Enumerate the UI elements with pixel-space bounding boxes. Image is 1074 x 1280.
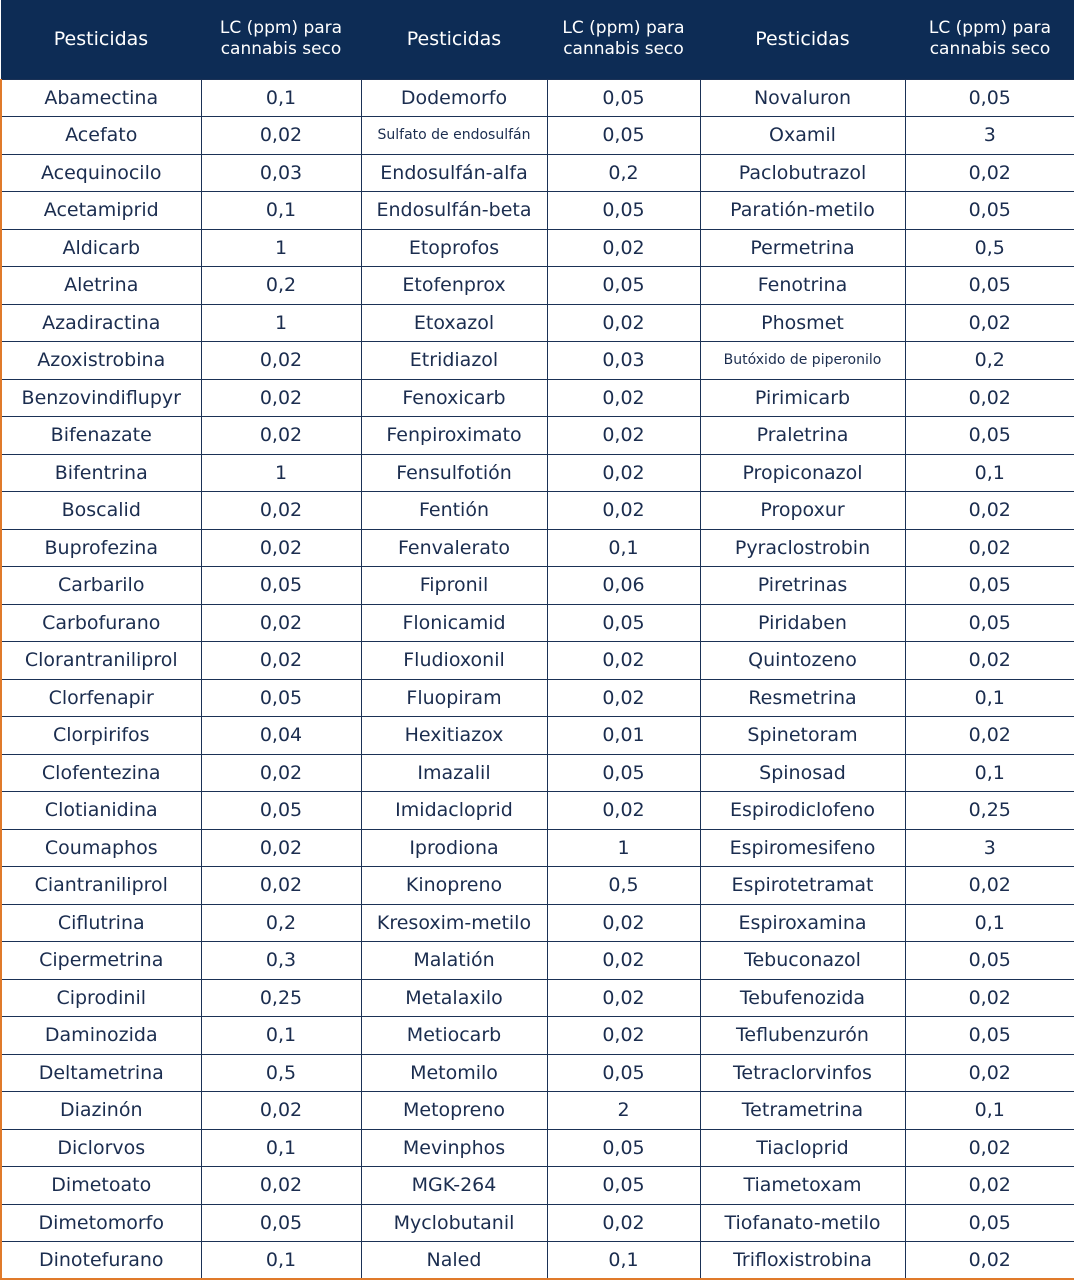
limit-value-cell: 0,1 <box>547 529 700 567</box>
limit-value-cell: 0,5 <box>547 867 700 905</box>
pesticide-name-cell: Imazalil <box>361 754 547 792</box>
pesticide-name-cell: Oxamil <box>700 117 905 155</box>
limit-value-cell: 0,02 <box>547 417 700 455</box>
pesticide-name-cell: Fentión <box>361 492 547 530</box>
limit-value-cell: 0,1 <box>201 192 361 230</box>
pesticide-name-cell: Acefato <box>1 117 201 155</box>
pesticide-name-cell: Clorfenapir <box>1 679 201 717</box>
limit-value-cell: 0,02 <box>905 867 1074 905</box>
limit-value-cell: 0,02 <box>547 679 700 717</box>
limit-value-cell: 0,02 <box>547 229 700 267</box>
limit-value-cell: 0,05 <box>547 604 700 642</box>
limit-value-cell: 0,02 <box>547 379 700 417</box>
limit-value-cell: 0,02 <box>201 829 361 867</box>
limit-value-cell: 0,5 <box>905 229 1074 267</box>
pesticide-name-cell: Cipermetrina <box>1 942 201 980</box>
limit-value-cell: 0,05 <box>201 679 361 717</box>
pesticide-name-cell: Aletrina <box>1 267 201 305</box>
pesticide-name-cell: Metomilo <box>361 1054 547 1092</box>
header-pesticides-1: Pesticidas <box>1 0 201 79</box>
limit-value-cell: 0,1 <box>905 1092 1074 1130</box>
limit-value-cell: 0,01 <box>547 717 700 755</box>
table-row <box>1 117 1074 155</box>
limit-value-cell: 0,02 <box>905 154 1074 192</box>
header-limit-line2: cannabis seco <box>929 39 1051 60</box>
table-row <box>1 1129 1074 1167</box>
pesticide-name-cell: Fensulfotión <box>361 454 547 492</box>
table-row <box>1 567 1074 605</box>
pesticide-name-cell: Boscalid <box>1 492 201 530</box>
limit-value-cell: 2 <box>547 1092 700 1130</box>
header-limit-2 <box>547 0 700 79</box>
limit-value-cell: 0,1 <box>905 754 1074 792</box>
table-row <box>1 417 1074 455</box>
pesticide-name-cell: Azoxistrobina <box>1 342 201 380</box>
limit-value-cell: 0,05 <box>905 1017 1074 1055</box>
limit-value-cell: 0,02 <box>547 492 700 530</box>
limit-value-cell: 0,02 <box>905 304 1074 342</box>
pesticide-name-cell: Hexitiazox <box>361 717 547 755</box>
pesticide-name-cell: Fenoxicarb <box>361 379 547 417</box>
pesticide-name-cell: Naled <box>361 1242 547 1280</box>
limit-value-cell: 0,03 <box>201 154 361 192</box>
limit-value-cell: 0,05 <box>547 1167 700 1205</box>
pesticide-name-cell: Piretrinas <box>700 567 905 605</box>
limit-value-cell: 0,05 <box>201 792 361 830</box>
pesticide-name-cell: Fenotrina <box>700 267 905 305</box>
table-row <box>1 529 1074 567</box>
table-row <box>1 304 1074 342</box>
limit-value-cell: 0,02 <box>547 1017 700 1055</box>
limit-value-cell: 1 <box>201 454 361 492</box>
table-body <box>1 79 1074 1279</box>
pesticide-name-cell: Espiromesifeno <box>700 829 905 867</box>
pesticide-name-cell: Piridaben <box>700 604 905 642</box>
pesticide-name-cell: Ciantraniliprol <box>1 867 201 905</box>
pesticide-name-cell: Bifenazate <box>1 417 201 455</box>
limit-value-cell: 0,05 <box>905 567 1074 605</box>
limit-value-cell: 0,05 <box>547 117 700 155</box>
pesticide-name-cell: Tebufenozida <box>700 979 905 1017</box>
table-row <box>1 342 1074 380</box>
pesticide-name-cell: Kresoxim-metilo <box>361 904 547 942</box>
pesticide-name-cell: Bifentrina <box>1 454 201 492</box>
limit-value-cell: 0,02 <box>547 642 700 680</box>
pesticide-name-cell: Endosulfán-alfa <box>361 154 547 192</box>
pesticide-name-cell: Propoxur <box>700 492 905 530</box>
table-row <box>1 192 1074 230</box>
pesticide-name-cell: Ciprodinil <box>1 979 201 1017</box>
limit-value-cell: 0,02 <box>905 1054 1074 1092</box>
pesticide-name-cell: Fenpiroximato <box>361 417 547 455</box>
limit-value-cell: 0,02 <box>201 604 361 642</box>
pesticide-name-cell: Coumaphos <box>1 829 201 867</box>
limit-value-cell: 0,05 <box>905 942 1074 980</box>
pesticide-name-cell: Permetrina <box>700 229 905 267</box>
pesticide-name-cell: Espiroxamina <box>700 904 905 942</box>
pesticide-name-cell: Kinopreno <box>361 867 547 905</box>
table-row <box>1 717 1074 755</box>
limit-value-cell: 0,05 <box>905 79 1074 117</box>
pesticide-name-cell: Praletrina <box>700 417 905 455</box>
limit-value-cell: 1 <box>201 304 361 342</box>
limit-value-cell: 0,3 <box>201 942 361 980</box>
pesticide-name-cell: Fludioxonil <box>361 642 547 680</box>
limit-value-cell: 0,1 <box>201 1129 361 1167</box>
limit-value-cell: 0,02 <box>905 1129 1074 1167</box>
pesticide-name-cell: Fenvalerato <box>361 529 547 567</box>
limit-value-cell: 0,1 <box>201 1242 361 1280</box>
limit-value-cell: 0,25 <box>201 979 361 1017</box>
table-row <box>1 79 1074 117</box>
limit-value-cell: 3 <box>905 829 1074 867</box>
header-limit-line1: LC (ppm) para <box>562 18 685 39</box>
table-row <box>1 904 1074 942</box>
limit-value-cell: 0,02 <box>201 754 361 792</box>
pesticide-name-cell: Pyraclostrobin <box>700 529 905 567</box>
limit-value-cell: 3 <box>905 117 1074 155</box>
limit-value-cell: 0,05 <box>201 1204 361 1242</box>
pesticide-name-cell: Malatión <box>361 942 547 980</box>
pesticide-name-cell: Aldicarb <box>1 229 201 267</box>
pesticide-name-cell: Iprodiona <box>361 829 547 867</box>
limit-value-cell: 0,1 <box>547 1242 700 1280</box>
limit-value-cell: 0,02 <box>905 492 1074 530</box>
limit-value-cell: 0,05 <box>905 604 1074 642</box>
pesticide-name-cell: Butóxido de piperonilo <box>700 342 905 380</box>
limit-value-cell: 0,02 <box>201 492 361 530</box>
limit-value-cell: 0,02 <box>905 642 1074 680</box>
pesticide-name-cell: Endosulfán-beta <box>361 192 547 230</box>
pesticide-name-cell: Myclobutanil <box>361 1204 547 1242</box>
pesticide-name-cell: Acequinocilo <box>1 154 201 192</box>
pesticide-name-cell: Clotianidina <box>1 792 201 830</box>
pesticide-name-cell: Benzovindiflupyr <box>1 379 201 417</box>
limit-value-cell: 1 <box>547 829 700 867</box>
pesticide-name-cell: Metopreno <box>361 1092 547 1130</box>
pesticide-name-cell: Tiametoxam <box>700 1167 905 1205</box>
table-row <box>1 229 1074 267</box>
limit-value-cell: 0,2 <box>905 342 1074 380</box>
pesticide-name-cell: Azadiractina <box>1 304 201 342</box>
pesticide-name-cell: Phosmet <box>700 304 905 342</box>
pesticide-name-cell: Sulfato de endosulfán <box>361 117 547 155</box>
limit-value-cell: 0,02 <box>201 867 361 905</box>
limit-value-cell: 0,1 <box>905 679 1074 717</box>
limit-value-cell: 0,03 <box>547 342 700 380</box>
pesticide-name-cell: Etoxazol <box>361 304 547 342</box>
limit-value-cell: 0,02 <box>547 1204 700 1242</box>
pesticide-name-cell: Flonicamid <box>361 604 547 642</box>
limit-value-cell: 0,1 <box>905 454 1074 492</box>
limit-value-cell: 0,05 <box>905 417 1074 455</box>
limit-value-cell: 0,02 <box>547 454 700 492</box>
limit-value-cell: 0,02 <box>201 342 361 380</box>
limit-value-cell: 0,02 <box>547 904 700 942</box>
limit-value-cell: 0,02 <box>905 529 1074 567</box>
pesticide-name-cell: Carbofurano <box>1 604 201 642</box>
table-row <box>1 1017 1074 1055</box>
limit-value-cell: 0,1 <box>201 1017 361 1055</box>
limit-value-cell: 0,05 <box>547 754 700 792</box>
table-row <box>1 642 1074 680</box>
pesticide-name-cell: Metiocarb <box>361 1017 547 1055</box>
pesticide-name-cell: Buprofezina <box>1 529 201 567</box>
table-row <box>1 454 1074 492</box>
table-row <box>1 154 1074 192</box>
table-row <box>1 979 1074 1017</box>
limit-value-cell: 0,2 <box>201 267 361 305</box>
table-row <box>1 1204 1074 1242</box>
limit-value-cell: 0,02 <box>201 1167 361 1205</box>
pesticide-name-cell: Tiofanato-metilo <box>700 1204 905 1242</box>
pesticide-name-cell: Diazinón <box>1 1092 201 1130</box>
limit-value-cell: 0,1 <box>905 904 1074 942</box>
limit-value-cell: 0,02 <box>547 792 700 830</box>
table-row <box>1 1167 1074 1205</box>
limit-value-cell: 0,05 <box>201 567 361 605</box>
pesticide-name-cell: Tetrametrina <box>700 1092 905 1130</box>
limit-value-cell: 0,05 <box>547 267 700 305</box>
header-limit-line1: LC (ppm) para <box>219 18 343 39</box>
pesticide-name-cell: Carbarilo <box>1 567 201 605</box>
pesticide-name-cell: Dimetoato <box>1 1167 201 1205</box>
pesticide-name-cell: Quintozeno <box>700 642 905 680</box>
pesticide-name-cell: Clofentezina <box>1 754 201 792</box>
pesticide-name-cell: Dinotefurano <box>1 1242 201 1280</box>
pesticide-name-cell: Etofenprox <box>361 267 547 305</box>
pesticide-name-cell: Abamectina <box>1 79 201 117</box>
limit-value-cell: 0,25 <box>905 792 1074 830</box>
limit-value-cell: 0,05 <box>905 1204 1074 1242</box>
limit-value-cell: 0,02 <box>905 1167 1074 1205</box>
table-row <box>1 829 1074 867</box>
limit-value-cell: 0,05 <box>905 267 1074 305</box>
pesticide-name-cell: Daminozida <box>1 1017 201 1055</box>
table-row <box>1 867 1074 905</box>
limit-value-cell: 0,06 <box>547 567 700 605</box>
header-pesticides-3: Pesticidas <box>700 0 905 79</box>
limit-value-cell: 0,05 <box>547 1129 700 1167</box>
table-header <box>1 0 1074 79</box>
limit-value-cell: 0,02 <box>905 717 1074 755</box>
pesticide-name-cell: Imidacloprid <box>361 792 547 830</box>
pesticide-name-cell: Resmetrina <box>700 679 905 717</box>
limit-value-cell: 0,02 <box>547 942 700 980</box>
header-limit-3 <box>905 0 1074 79</box>
limit-value-cell: 0,05 <box>547 79 700 117</box>
pesticide-name-cell: Metalaxilo <box>361 979 547 1017</box>
limit-value-cell: 0,02 <box>547 304 700 342</box>
pesticide-name-cell: Trifloxistrobina <box>700 1242 905 1280</box>
pesticide-name-cell: Propiconazol <box>700 454 905 492</box>
limit-value-cell: 0,1 <box>201 79 361 117</box>
pesticide-name-cell: Etoprofos <box>361 229 547 267</box>
limit-value-cell: 0,02 <box>201 379 361 417</box>
limit-value-cell: 0,02 <box>201 529 361 567</box>
table-row <box>1 754 1074 792</box>
pesticide-name-cell: Paclobutrazol <box>700 154 905 192</box>
limit-value-cell: 0,02 <box>201 1092 361 1130</box>
limit-value-cell: 0,05 <box>547 192 700 230</box>
table-row <box>1 1054 1074 1092</box>
limit-value-cell: 0,04 <box>201 717 361 755</box>
pesticide-name-cell: Novaluron <box>700 79 905 117</box>
limit-value-cell: 0,02 <box>905 979 1074 1017</box>
table-row <box>1 604 1074 642</box>
pesticide-name-cell: Fipronil <box>361 567 547 605</box>
limit-value-cell: 0,2 <box>201 904 361 942</box>
pesticide-name-cell: Deltametrina <box>1 1054 201 1092</box>
table-row <box>1 492 1074 530</box>
pesticide-name-cell: Tiacloprid <box>700 1129 905 1167</box>
pesticide-name-cell: Tebuconazol <box>700 942 905 980</box>
table-row <box>1 379 1074 417</box>
limit-value-cell: 0,02 <box>201 117 361 155</box>
table-row <box>1 1242 1074 1280</box>
pesticide-name-cell: Espirodiclofeno <box>700 792 905 830</box>
limit-value-cell: 0,02 <box>905 1242 1074 1280</box>
table-row <box>1 679 1074 717</box>
pesticide-name-cell: Tetraclorvinfos <box>700 1054 905 1092</box>
header-limit-line2: cannabis seco <box>220 39 342 60</box>
pesticide-name-cell: Espirotetramat <box>700 867 905 905</box>
pesticide-name-cell: Acetamiprid <box>1 192 201 230</box>
table-row <box>1 942 1074 980</box>
pesticide-name-cell: Clorantraniliprol <box>1 642 201 680</box>
pesticide-name-cell: Spinosad <box>700 754 905 792</box>
pesticide-name-cell: Pirimicarb <box>700 379 905 417</box>
limit-value-cell: 0,02 <box>201 642 361 680</box>
pesticide-name-cell: Dimetomorfo <box>1 1204 201 1242</box>
header-pesticides-2: Pesticidas <box>361 0 547 79</box>
table-row <box>1 792 1074 830</box>
limit-value-cell: 0,02 <box>905 379 1074 417</box>
pesticide-name-cell: Fluopiram <box>361 679 547 717</box>
pesticide-name-cell: Ciflutrina <box>1 904 201 942</box>
pesticide-name-cell: Etridiazol <box>361 342 547 380</box>
limit-value-cell: 0,05 <box>547 1054 700 1092</box>
limit-value-cell: 0,02 <box>547 979 700 1017</box>
limit-value-cell: 1 <box>201 229 361 267</box>
pesticide-name-cell: Dodemorfo <box>361 79 547 117</box>
pesticide-name-cell: Teflubenzurón <box>700 1017 905 1055</box>
header-limit-1 <box>201 0 361 79</box>
pesticide-name-cell: Paratión-metilo <box>700 192 905 230</box>
pesticide-name-cell: Diclorvos <box>1 1129 201 1167</box>
header-limit-line2: cannabis seco <box>563 39 684 60</box>
pesticide-name-cell: Clorpirifos <box>1 717 201 755</box>
pesticide-name-cell: Mevinphos <box>361 1129 547 1167</box>
limit-value-cell: 0,5 <box>201 1054 361 1092</box>
header-limit-line1: LC (ppm) para <box>928 18 1052 39</box>
pesticide-name-cell: Spinetoram <box>700 717 905 755</box>
limit-value-cell: 0,2 <box>547 154 700 192</box>
table-row <box>1 1092 1074 1130</box>
limit-value-cell: 0,05 <box>905 192 1074 230</box>
limit-value-cell: 0,02 <box>201 417 361 455</box>
table-row <box>1 267 1074 305</box>
pesticide-name-cell: MGK-264 <box>361 1167 547 1205</box>
header-row <box>1 0 1074 79</box>
